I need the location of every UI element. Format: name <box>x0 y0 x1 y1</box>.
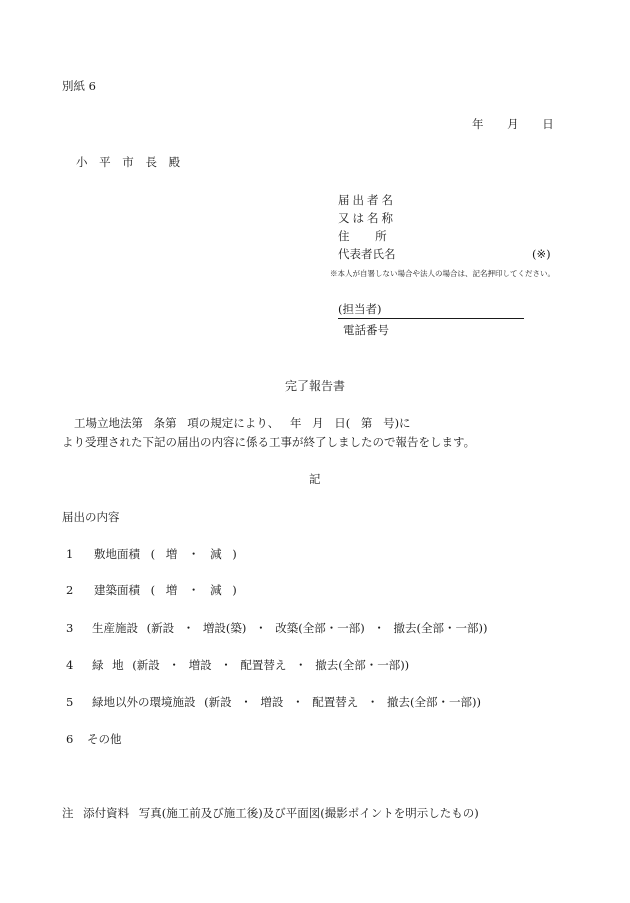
item-number: 5 <box>66 695 74 709</box>
item-number: 1 <box>66 547 74 561</box>
notifier-name-label-2: 又は名称 <box>338 211 396 225</box>
attachment-note: 注 添付資料 写真(施工前及び施工後)及び平面図(撮影ポイントを明示したもの) <box>62 806 479 820</box>
item-text: 生産施設 (新設 ・ 増設(築) ・ 改築(全部・一部) ・ 撤去(全部・一部)) <box>91 621 488 635</box>
item-text: その他 <box>86 732 122 746</box>
attachment-label: 別紙 6 <box>62 79 96 93</box>
list-item <box>66 660 409 672</box>
item-number: 3 <box>66 621 74 635</box>
item-text: 緑地以外の環境施設 (新設 ・ 増設 ・ 配置替え ・ 撤去(全部・一部)) <box>91 695 482 709</box>
date-line: 年 月 日 <box>472 117 554 131</box>
list-item <box>66 623 487 635</box>
item-text: 建築面積 ( 増 ・ 減 ) <box>93 583 237 597</box>
body-line-2: より受理された下記の届出の内容に係る工事が終了しましたので報告をします。 <box>62 435 476 449</box>
contact-person-label: (担当者) <box>338 302 382 316</box>
phone-label: 電話番号 <box>343 323 389 337</box>
document-title: 完了報告書 <box>285 379 346 393</box>
contact-person-field <box>338 304 524 319</box>
item-number: 4 <box>66 658 74 672</box>
ki-heading: 記 <box>309 472 321 486</box>
list-item <box>66 734 121 746</box>
body-line-1: 工場立地法第 条第 項の規定により、 年 月 日( 第 号)に <box>74 416 411 430</box>
item-number: 6 <box>66 732 74 746</box>
notifier-address-label: 住 所 <box>338 229 387 243</box>
item-text: 緑 地 (新設 ・ 増設 ・ 配置替え ・ 撤去(全部・一部)) <box>91 658 410 672</box>
content-heading: 届出の内容 <box>62 510 120 524</box>
representative-label: 代表者氏名 <box>338 247 396 261</box>
list-item <box>66 585 237 597</box>
item-number: 2 <box>66 583 74 597</box>
seal-note: ※本人が自署しない場合や法人の場合は、記名押印してください。 <box>330 269 555 278</box>
addressee: 小 平 市 長 殿 <box>76 155 181 169</box>
seal-mark: (※) <box>532 247 551 261</box>
list-item <box>66 549 237 561</box>
notifier-name-label-1: 届出者名 <box>338 193 396 207</box>
item-text: 敷地面積 ( 増 ・ 減 ) <box>93 547 237 561</box>
list-item <box>66 697 481 709</box>
